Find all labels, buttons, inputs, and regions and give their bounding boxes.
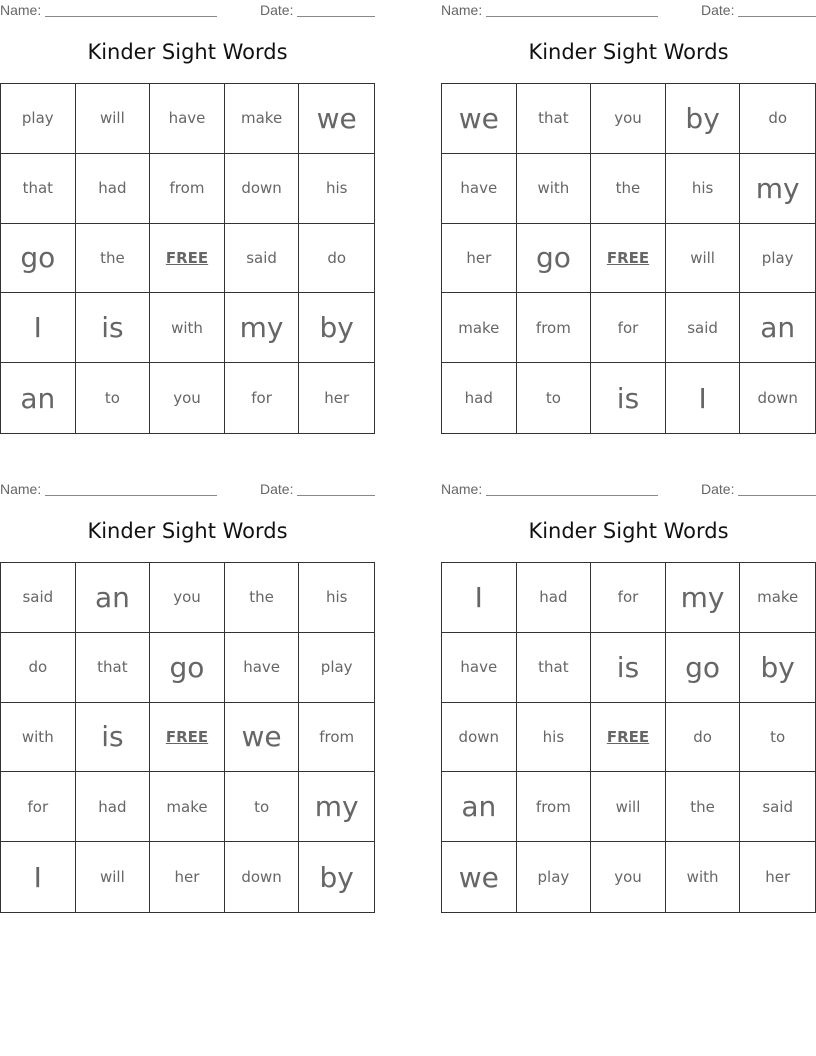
bingo-cell: do: [299, 224, 374, 294]
bingo-cell: make: [740, 563, 815, 633]
bingo-cell: make: [150, 772, 225, 842]
name-line: [45, 16, 217, 17]
bingo-grid: [441, 562, 816, 913]
bingo-cell: do: [666, 703, 741, 773]
bingo-cell: down: [442, 703, 517, 773]
bingo-cell: the: [591, 154, 666, 224]
bingo-cell: said: [225, 224, 300, 294]
bingo-cell: we: [442, 84, 517, 154]
card-title: Kinder Sight Words: [528, 519, 729, 543]
bingo-card: [441, 0, 816, 440]
bingo-cell: that: [517, 633, 592, 703]
bingo-cell: I: [442, 563, 517, 633]
bingo-cell: go: [1, 224, 76, 294]
bingo-cell: for: [1, 772, 76, 842]
bingo-cell: had: [442, 363, 517, 433]
bingo-cell: his: [517, 703, 592, 773]
bingo-cell: the: [76, 224, 151, 294]
bingo-cell: with: [517, 154, 592, 224]
bingo-cell: from: [517, 293, 592, 363]
name-date-row: [0, 481, 375, 499]
bingo-cell: an: [740, 293, 815, 363]
bingo-cell: said: [740, 772, 815, 842]
bingo-cell: the: [666, 772, 741, 842]
bingo-cell: is: [591, 363, 666, 433]
bingo-cell: for: [225, 363, 300, 433]
bingo-cell: by: [319, 860, 354, 894]
bingo-cell: play: [299, 633, 374, 703]
bingo-cell: to: [225, 772, 300, 842]
bingo-cell: her: [324, 389, 350, 408]
name-date-row: [0, 2, 375, 20]
bingo-cell: we: [442, 842, 517, 912]
bingo-grid: [441, 83, 816, 434]
bingo-cell: is: [76, 703, 151, 773]
bingo-cell: her: [765, 868, 791, 887]
bingo-cell: will: [76, 84, 151, 154]
free-space: FREE: [150, 224, 225, 294]
free-space: FREE: [591, 224, 666, 294]
bingo-cell: will: [591, 772, 666, 842]
name-label: Name:: [0, 2, 42, 18]
name-label: Name:: [441, 2, 483, 18]
bingo-cell: said: [666, 293, 741, 363]
bingo-cell: her: [150, 842, 225, 912]
bingo-cell: play: [740, 224, 815, 294]
bingo-cell: play: [517, 842, 592, 912]
name-date-row: [441, 481, 816, 499]
bingo-cell: with: [666, 842, 741, 912]
date-line: [297, 16, 375, 17]
bingo-cell: do: [1, 633, 76, 703]
free-space: FREE: [150, 703, 225, 773]
bingo-cell: I: [666, 363, 741, 433]
free-space: FREE: [591, 703, 666, 773]
bingo-cell: his: [299, 563, 374, 633]
bingo-cell: you: [150, 363, 225, 433]
bingo-cell: I: [1, 293, 76, 363]
bingo-cell: we: [225, 703, 300, 773]
card-title: Kinder Sight Words: [87, 519, 288, 543]
name-date-row: [441, 2, 816, 20]
bingo-cell: had: [76, 154, 151, 224]
bingo-cell: is: [591, 633, 666, 703]
date-line: [738, 16, 816, 17]
date-label: Date:: [260, 481, 294, 497]
bingo-cell: her: [442, 224, 517, 294]
bingo-cell: do: [740, 84, 815, 154]
bingo-cell: we: [299, 84, 374, 154]
bingo-cell: to: [740, 703, 815, 773]
bingo-card: [0, 0, 375, 440]
bingo-cell: you: [591, 842, 666, 912]
bingo-cell: his: [299, 154, 374, 224]
bingo-cell: from: [150, 154, 225, 224]
bingo-cell: will: [666, 224, 741, 294]
bingo-cell: with: [1, 703, 76, 773]
bingo-cell: my: [666, 563, 741, 633]
bingo-cell: had: [517, 563, 592, 633]
bingo-cell: have: [442, 633, 517, 703]
bingo-cell: to: [76, 363, 151, 433]
bingo-cell: go: [150, 633, 225, 703]
bingo-cell: you: [591, 84, 666, 154]
bingo-cell: down: [225, 154, 300, 224]
bingo-cell: down: [225, 842, 300, 912]
bingo-cell: my: [740, 154, 815, 224]
bingo-cell: I: [1, 842, 76, 912]
bingo-cell: had: [76, 772, 151, 842]
bingo-cell: my: [225, 293, 300, 363]
date-label: Date:: [701, 2, 735, 18]
bingo-cell: with: [150, 293, 225, 363]
bingo-cell: go: [517, 224, 592, 294]
name-line: [486, 495, 658, 496]
card-title: Kinder Sight Words: [87, 40, 288, 64]
name-label: Name:: [0, 481, 42, 497]
date-label: Date:: [260, 2, 294, 18]
bingo-grid: [0, 562, 375, 913]
date-line: [297, 495, 375, 496]
bingo-cell: down: [757, 389, 798, 408]
bingo-cell: go: [666, 633, 741, 703]
bingo-cell: is: [76, 293, 151, 363]
bingo-cell: that: [1, 154, 76, 224]
bingo-cell: by: [666, 84, 741, 154]
bingo-cell: that: [517, 84, 592, 154]
bingo-cell: his: [666, 154, 741, 224]
bingo-cell: to: [517, 363, 592, 433]
bingo-cell: make: [442, 293, 517, 363]
bingo-cell: an: [442, 772, 517, 842]
bingo-cell: play: [1, 84, 76, 154]
bingo-cell: from: [517, 772, 592, 842]
bingo-cell: make: [225, 84, 300, 154]
name-label: Name:: [441, 481, 483, 497]
bingo-cell: by: [299, 293, 374, 363]
bingo-cell: you: [150, 563, 225, 633]
bingo-cell: that: [76, 633, 151, 703]
date-label: Date:: [701, 481, 735, 497]
name-line: [45, 495, 217, 496]
bingo-cell: have: [225, 633, 300, 703]
date-line: [738, 495, 816, 496]
card-title: Kinder Sight Words: [528, 40, 729, 64]
bingo-cell: an: [1, 363, 76, 433]
bingo-card: [441, 479, 816, 919]
bingo-cell: for: [591, 293, 666, 363]
bingo-cell: will: [76, 842, 151, 912]
bingo-cell: for: [591, 563, 666, 633]
bingo-cell: by: [740, 633, 815, 703]
bingo-cell: my: [299, 772, 374, 842]
bingo-cell: from: [299, 703, 374, 773]
bingo-cell: have: [442, 154, 517, 224]
bingo-cell: have: [150, 84, 225, 154]
bingo-card: [0, 479, 375, 919]
bingo-grid: [0, 83, 375, 434]
bingo-cell: an: [76, 563, 151, 633]
name-line: [486, 16, 658, 17]
bingo-cell: said: [1, 563, 76, 633]
bingo-cell: the: [225, 563, 300, 633]
